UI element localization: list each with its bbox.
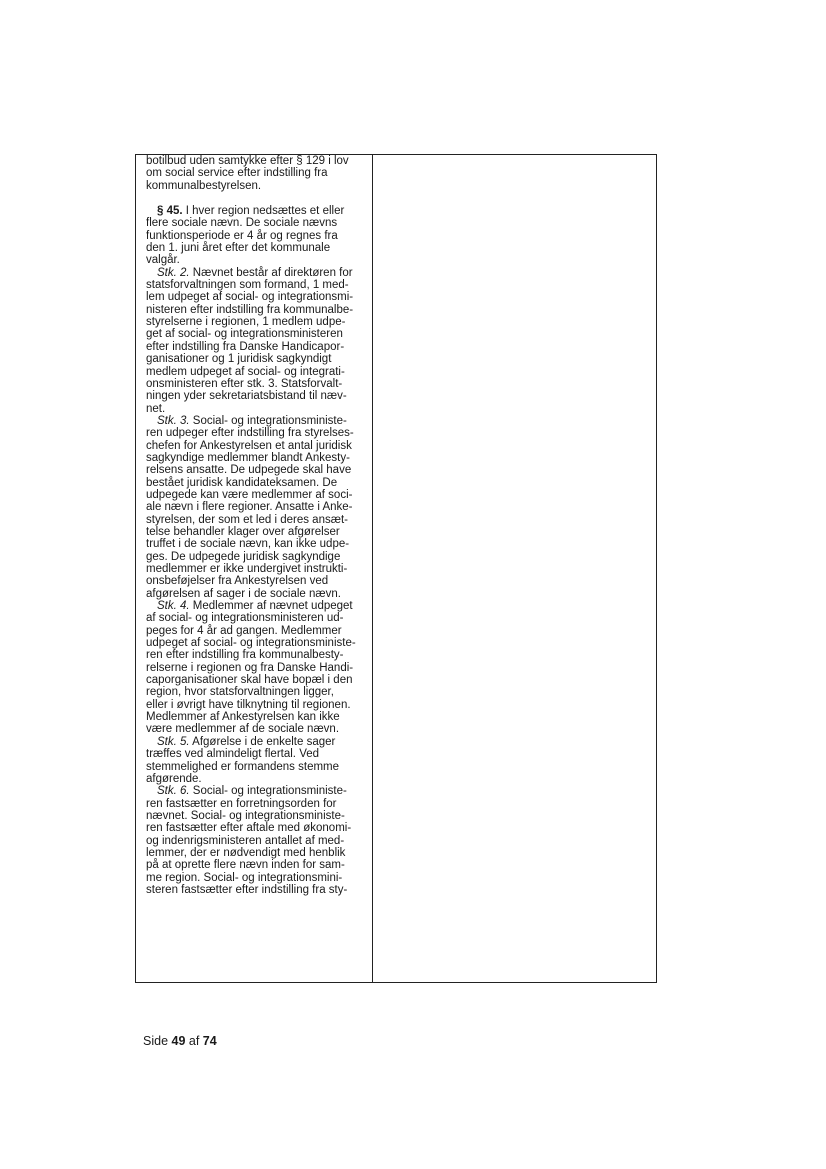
stk-text: Afgørelse i de enkelte sager træffes ved almindeligt flertal. Ved stemmelighed er formandens stemme afgørende. <box>146 735 340 785</box>
page-footer <box>143 1034 217 1048</box>
stk-3-paragraph <box>146 415 368 600</box>
current-page-number: 49 <box>171 1034 186 1048</box>
stk-label: Stk. 5. <box>157 735 190 748</box>
total-page-number: 74 <box>202 1034 217 1048</box>
text-table <box>135 154 657 983</box>
stk-5-paragraph <box>146 736 368 785</box>
stk-label: Stk. 3. <box>157 414 190 427</box>
stk-6-paragraph <box>146 785 368 896</box>
section-text: I hver region nedsættes et eller flere sociale nævn. De sociale nævns funktionsperiode er 4 år og regnes fra den 1. juni året efter det kommunale valgår. <box>146 205 345 267</box>
stk-text: Medlemmer af nævnet udpeget af social- og integrationsministeren ud- peges for 4 år ad gangen. Medlemmer udpeget af social- og integrationsministe- ren efter indstilling fra kommunalbesty- relserne i regionen og fra Danske Handi- caporganisationer skal have bopæl i den region, hvor statsforvaltningen ligger, eller i øvrigt have tilknytning til regionen. Medlemmer af Ankestyrelsen kan ikke være medlemmer af de sociale nævn. <box>146 600 356 736</box>
section-45-paragraph <box>146 205 368 267</box>
footer-middle: af <box>185 1034 203 1048</box>
footer-prefix: Side <box>143 1034 172 1048</box>
stk-4-paragraph <box>146 600 368 736</box>
stk-text: Social- og integrationsministe- ren fastsætter en forretningsorden for nævnet. Social- og integrationsministe- ren fastsætter efter aftale med økonomi- og indenrigsministeren antallet af med- lemmer, der er nødvendigt med henblik på at oprette flere nævn inden for sam- me region. Social- og integrationsmini- steren fastsætter efter indstilling fra sty- <box>146 785 352 896</box>
left-column <box>136 155 373 982</box>
intro-paragraph: botilbud uden samtykke efter § 129 i lov om social service efter indstilling fra kommunalbestyrelsen. <box>146 155 349 192</box>
section-label: § 45. <box>157 205 183 218</box>
paragraph-gap <box>146 192 368 205</box>
stk-label: Stk. 2. <box>157 266 190 279</box>
stk-2-paragraph <box>146 267 368 415</box>
stk-label: Stk. 6. <box>157 785 190 798</box>
right-column <box>373 155 656 982</box>
stk-label: Stk. 4. <box>157 600 190 613</box>
stk-text: Social- og integrationsministe- ren udpeger efter indstilling fra styrelses- chefen for Ankestyrelsen et antal juridisk sagkyndige medlemmer blandt Ankesty- relsens ansatte. De udpegede skal have bestået juridisk kandidateksamen. De udpegede kan være medlemmer af soci- ale nævn i flere regioner. Ansatte i Anke- styrelsen, der som et led i deres ansæt- telse behandler klager over afgørelser truffet i de sociale nævn, kan ikke udpe- ges. De udpegede juridisk sagkyndige medlemmer er ikke undergivet instrukti- onsbeføjelser fra Ankestyrelsen ved afgørelsen af sager i de sociale nævn. <box>146 414 354 600</box>
stk-text: Nævnet består af direktøren for statsforvaltningen som formand, 1 med- lem udpeget af social- og integrationsmi- nisteren efter indstilling fra kommunalbe- styrelserne i regionen, 1 medlem udpe- get af social- og integrationsministeren efter indstilling fra Danske Handicapor- ganisationer og 1 juridisk sagkyndigt medlem udpeget af social- og integrati- onsministeren efter stk. 3. Statsforvalt- ningen yder sekretariatsbistand til næv- net. <box>146 266 354 415</box>
